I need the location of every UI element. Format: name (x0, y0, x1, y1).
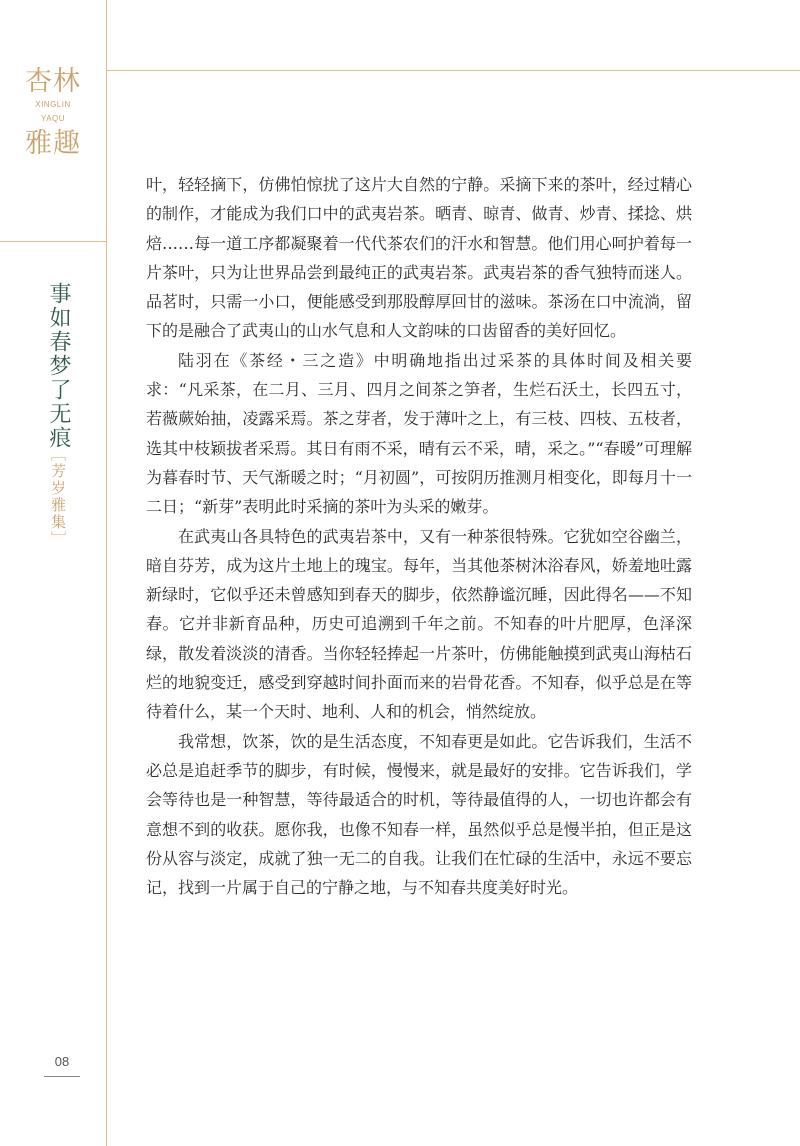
page-number: 08 (54, 1054, 70, 1069)
paragraph: 我常想，饮茶，饮的是生活态度，不知春更是如此。它告诉我们，生活不必总是追赶季节的脚步，有时候，慢慢来，就是最好的安排。它告诉我们，学会等待也是一种智慧，等待最适合的时机，等待最值得的人，一切也许都会有意想不到的收获。愿你我，也像不知春一样，虽然似乎总是慢半拍，但正是这份从容与淡定，成就了独一无二的自我。让我们在忙碌的生活中，永远不要忘记，找到一片属于自己的宁静之地，与不知春共度美好时光。 (146, 731, 692, 898)
column-name-bottom: 雅趣 (25, 128, 81, 159)
header-rule (106, 70, 800, 71)
article-title: 事如春梦了无痕 (46, 282, 71, 450)
left-margin-rule (106, 0, 107, 1146)
column-name-en-1: XINGLIN (35, 100, 71, 109)
page-number-underline (44, 1076, 80, 1077)
column-name-top: 杏林 (25, 66, 81, 97)
paragraph: 在武夷山各具特色的武夷岩茶中，又有一种茶很特殊。它犹如空谷幽兰，暗自芬芳，成为这片土地上的瑰宝。每年，当其他茶树沐浴春风，娇羞地吐露新绿时，它似乎还未曾感知到春天的脚步，依然静谧沉睡，因此得名——不知春。它并非新育品种，历史可追溯到千年之前。不知春的叶片肥厚，色泽深绿，散发着淡淡的清香。当你轻轻捧起一片茶叶，仿佛能触摸到武夷山海枯石烂的地貌变迁，感受到穿越时间扑面而来的岩骨花香。不知春，似乎总是在等待着什么，某一个天时、地利、人和的机会，悄然绽放。 (146, 526, 692, 722)
paragraph: 叶，轻轻摘下，仿佛怕惊扰了这片大自然的宁静。采摘下来的茶叶，经过精心的制作，才能成为我们口中的武夷岩茶。晒青、晾青、做青、炒青、揉捻、烘焙……每一道工序都凝聚着一代代茶农们的汗水和智慧。他们用心呵护着每一片茶叶，只为让世界品尝到最纯正的武夷岩茶。武夷岩茶的香气独特而迷人。品茗时，只需一小口，便能感受到那股醇厚回甘的滋味。茶汤在口中流淌，留下的是融合了武夷山的山水气息和人文韵味的口齿留香的美好回忆。 (146, 175, 692, 341)
paragraph: 陆羽在《茶经・三之造》中明确地指出过采茶的具体时间及相关要求：“凡采茶，在二月、三月、四月之间茶之笋者，生烂石沃土，长四五寸，若薇蕨始抽，凌露采焉。茶之芽者，发于薄叶之上，有三枝、四枝、五枝者，选其中枝颖拔者采焉。其日有雨不采，晴有云不采，晴，采之。”“春暖”可理解为暮春时节、天气渐暖之时；“月初圆”，可按阴历推测月相变化，即每月十一二日；“新芽”表明此时采摘的茶叶为头采的嫩芽。 (146, 350, 692, 517)
column-name-en-2: YAQU (40, 114, 66, 123)
series-tag: ［芳岁雅集］ (49, 446, 67, 548)
article-body (146, 170, 692, 902)
column-name (0, 66, 106, 160)
sidebar-divider-rule (0, 241, 106, 242)
